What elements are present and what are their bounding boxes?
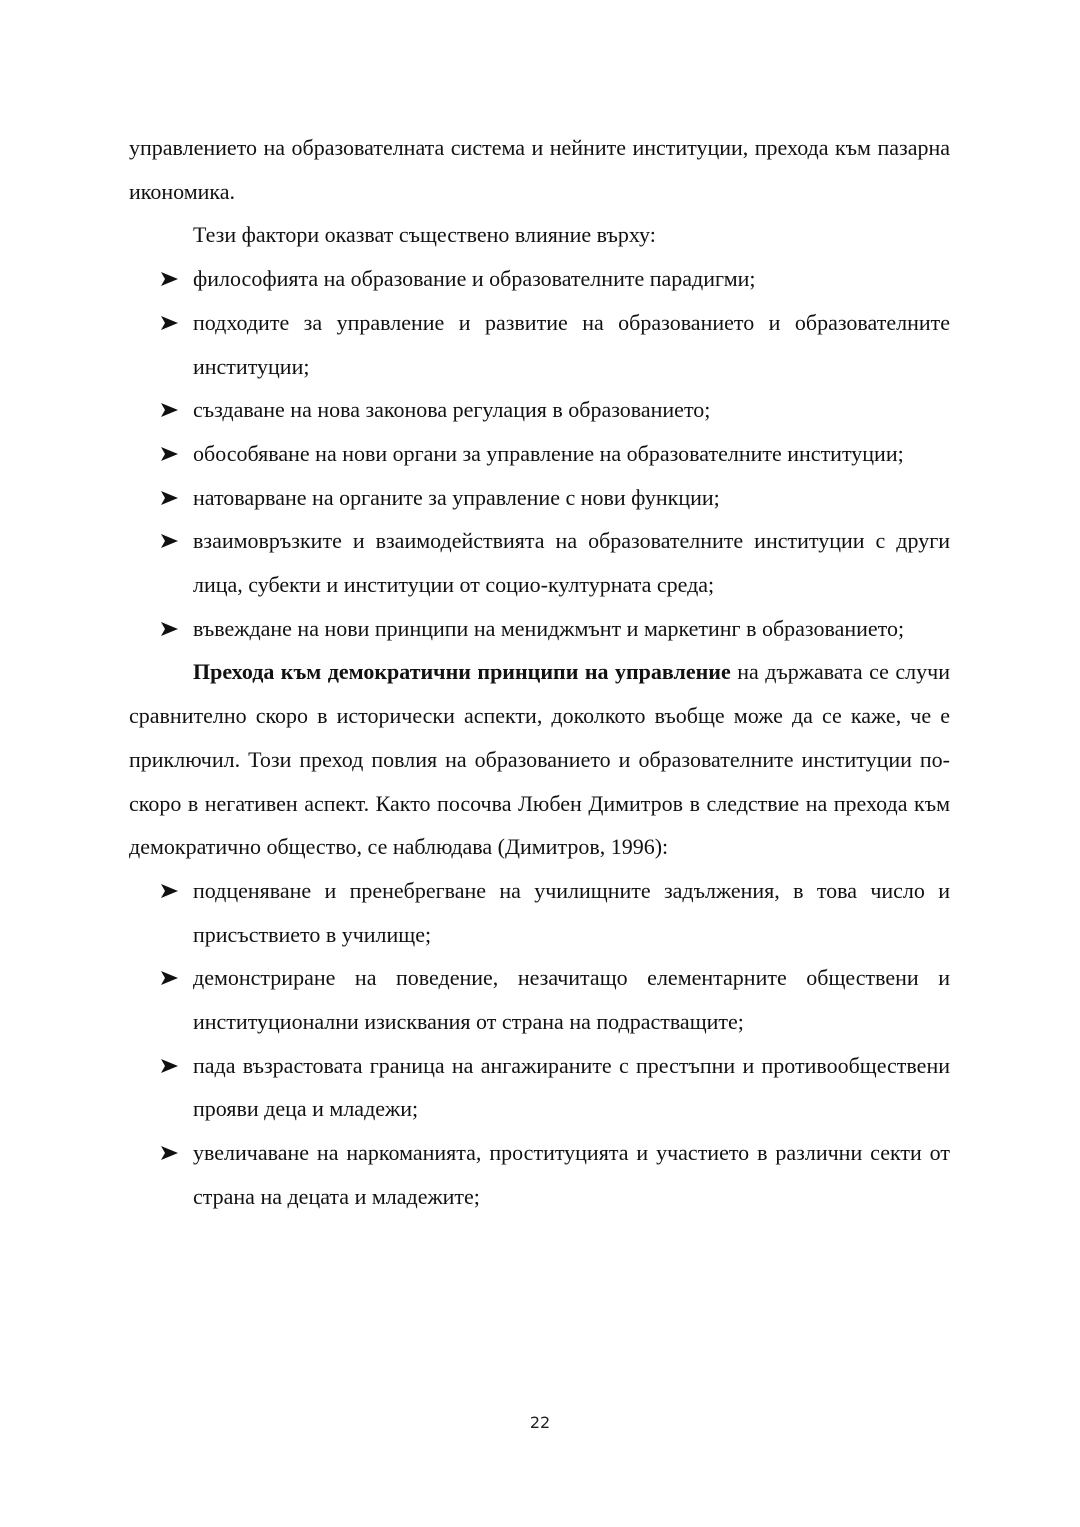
arrowhead-bullet-icon — [161, 491, 178, 505]
list-item — [129, 388, 950, 432]
list-item — [129, 519, 950, 606]
transition-paragraph-text: на държавата се случи сравнително скоро в исторически аспекти, доколкото въобще може да се каже, че е приключил. Този преход повлия на образованието и образователните институции по-скоро в негативен аспект. Както посочва Любен Димитров в следствие на прехода към демократично общество, се наблюдава (Димитров, 1996): — [129, 659, 950, 860]
list-item — [129, 956, 950, 1043]
page-body — [129, 126, 950, 1219]
list-item — [129, 1044, 950, 1131]
consequences-list — [129, 869, 950, 1219]
arrowhead-bullet-icon — [161, 316, 178, 330]
list-item-text: философията на образование и образователните парадигми; — [193, 266, 756, 292]
list-item-text: пада възрастовата граница на ангажираните с престъпни и противообществени прояви деца и младежи; — [193, 1052, 950, 1122]
arrowhead-bullet-icon — [161, 971, 178, 985]
list-item-text: увеличаване на наркоманията, проституцията и участието в различни секти от страна на децата и младежите; — [193, 1140, 950, 1209]
list-item — [129, 476, 950, 520]
arrowhead-bullet-icon — [161, 534, 178, 548]
list-item — [129, 257, 950, 301]
list-item-text: демонстриране на поведение, незачитащо елементарните обществени и институционални изисквания от страна на подрастващите; — [193, 965, 950, 1035]
list-item-text: взаимовръзките и взаимодействията на образователните институции с други лица, субекти и институции от социо-културната среда; — [193, 528, 950, 598]
list-item-text: подценяване и пренебрегване на училищните задължения, в това число и присъствието в училище; — [193, 877, 950, 947]
arrowhead-bullet-icon — [161, 272, 178, 286]
list-item-text: подходите за управление и развитие на образованието и образователните институции; — [193, 309, 950, 379]
list-item-text: създаване на нова законова регулация в образованието; — [193, 397, 711, 423]
arrowhead-bullet-icon — [161, 403, 178, 417]
transition-bold-phrase: Прехода към демократични принципи на управление — [193, 659, 731, 685]
arrowhead-bullet-icon — [161, 622, 178, 636]
list-item-text: обособяване на нови органи за управление на образователните институции; — [193, 440, 904, 466]
intro-paragraph: управлението на образователната система и нейните институции, прехода към пазарна икономика. — [129, 135, 950, 204]
list-item — [129, 869, 950, 956]
list-item-text: натоварване на органите за управление с нови функции; — [193, 484, 720, 510]
arrowhead-bullet-icon — [161, 1059, 178, 1073]
factors-lead-paragraph: Тези фактори оказват съществено влияние върху: — [193, 222, 656, 248]
arrowhead-bullet-icon — [161, 884, 178, 898]
transition-paragraph — [129, 650, 950, 869]
list-item — [129, 607, 950, 651]
page-number: 22 — [529, 1413, 551, 1432]
list-item — [129, 432, 950, 476]
factors-list — [129, 257, 950, 650]
list-item — [129, 1131, 950, 1218]
list-item — [129, 301, 950, 388]
arrowhead-bullet-icon — [161, 447, 178, 461]
list-item-text: въвеждане на нови принципи на мениджмънт и маркетинг в образованието; — [193, 615, 905, 641]
arrowhead-bullet-icon — [161, 1146, 178, 1160]
